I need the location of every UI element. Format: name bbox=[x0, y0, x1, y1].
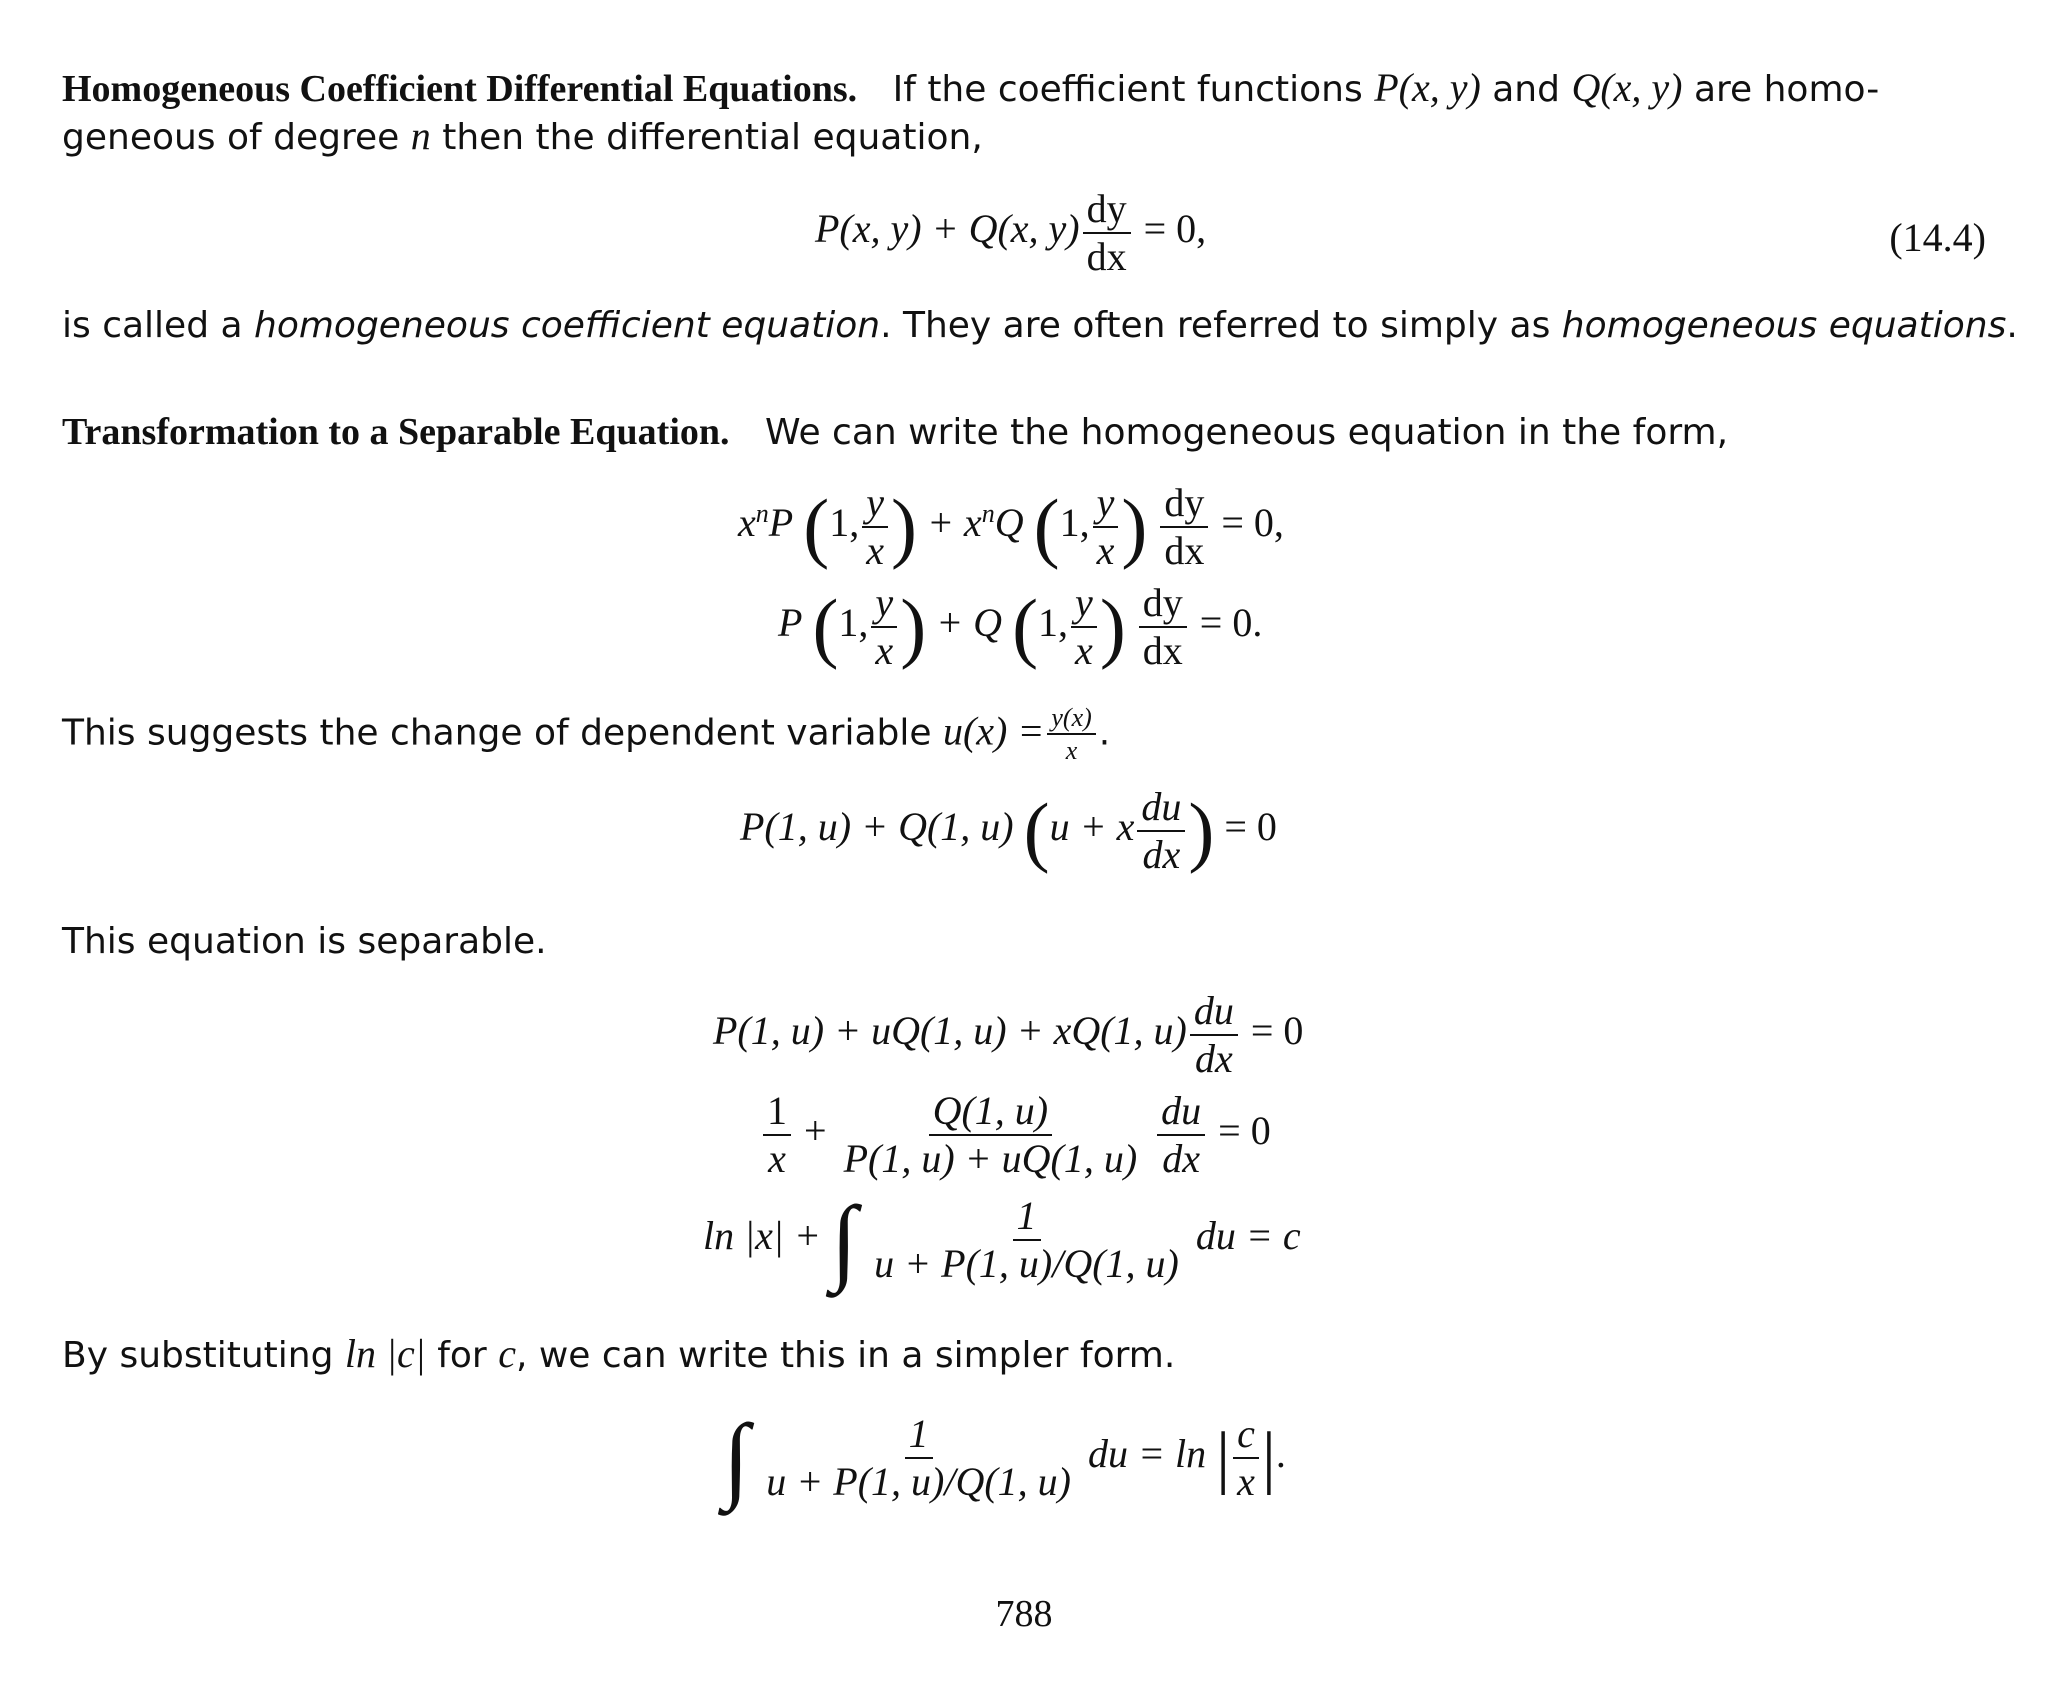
section-heading-transformation: Transformation to a Separable Equation. bbox=[62, 411, 730, 453]
equation-final: ∫ $\frac{1}{u + P(1, u)/Q(1, u)}$ du = ln | $\frac{c}{x}$ |. bbox=[723, 1404, 1286, 1511]
equation-separable-2: $\frac{1}{x}$ + $\frac{Q(1, u)}{P(1, u) + uQ(1, u)}$ $\frac{du}{dx}$ = 0 bbox=[760, 1090, 1271, 1180]
paragraph-transformation: Transformation to a Separable Equation. We can write the homogeneous equation in the form, bbox=[62, 411, 1729, 453]
paragraph-intro-line2: geneous of degree n then the differential equation, bbox=[62, 113, 983, 158]
paragraph-definition: is called a homogeneous coefficient equation. They are often referred to simply as homogeneous equations. bbox=[62, 305, 2018, 346]
equation-homog-form-1: $x^nP$ (1, $\frac{y}{x}$ ) + $x^nQ$ (1, $\frac{y}{x}$ ) $\frac{dy}{dx}$ = 0, bbox=[738, 480, 1284, 573]
section-heading-homogeneous: Homogeneous Coefficient Differential Equations. bbox=[62, 68, 858, 110]
equation-14-4: P(x, y) + Q(x, y) $\frac{dy}{dx}$ = 0, bbox=[815, 186, 1207, 279]
paragraph-intro: Homogeneous Coefficient Differential Equations. If the coefficient functions P(x, y) and Q(x, y) are homo- bbox=[62, 65, 1880, 110]
paragraph-separable: This equation is separable. bbox=[62, 921, 547, 962]
paragraph-change-variable: This suggests the change of dependent variable u(x) = $\frac{y(x)}{x}$ . bbox=[62, 703, 1111, 766]
page-number: 788 bbox=[995, 1593, 1053, 1635]
equation-label: (14.4) bbox=[1889, 215, 1986, 260]
equation-separable-1: P(1, u) + uQ(1, u) + xQ(1, u) $\frac{du}{dx}$ = 0 bbox=[713, 988, 1304, 1081]
equation-separable-3: ln |x| + ∫ $\frac{1}{u + P(1, u)/Q(1, u)}$ du = c bbox=[703, 1186, 1301, 1293]
paragraph-substitution: By substituting ln |c| for c, we can write this in a simpler form. bbox=[62, 1331, 1176, 1376]
equation-substituted: P(1, u) + Q(1, u) (u + x $\frac{du}{dx}$ ) = 0 bbox=[740, 784, 1277, 877]
equation-homog-form-2: P (1, $\frac{y}{x}$ ) + Q (1, $\frac{y}{x}$ ) $\frac{dy}{dx}$ = 0. bbox=[778, 580, 1263, 673]
